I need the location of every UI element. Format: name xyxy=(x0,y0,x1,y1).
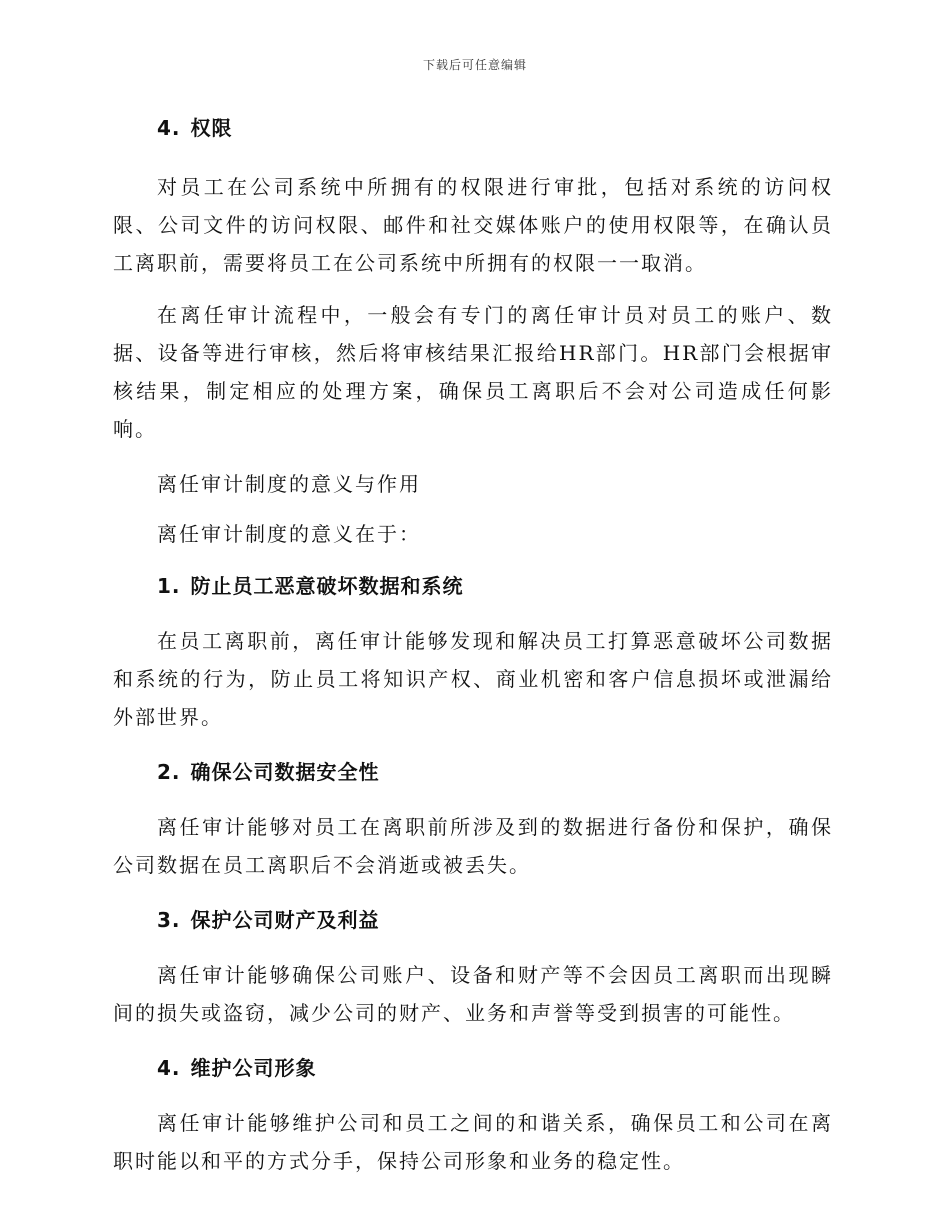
header-note: 下载后可任意编辑 xyxy=(422,58,527,72)
paragraph-item-4: 离任审计能够维护公司和员工之间的和谐关系，确保员工和公司在离职时能以和平的方式分手，保持公司形象和业务的稳定性。 xyxy=(113,1111,833,1173)
heading-permissions xyxy=(113,114,833,142)
intro-line: 离任审计制度的意义在于： xyxy=(157,522,421,546)
heading-text: 确保公司数据安全性 xyxy=(190,760,380,784)
paragraph-item-2: 离任审计能够对员工在离职前所涉及到的数据进行备份和保护，确保公司数据在员工离职后不会消逝或被丢失。 xyxy=(113,815,833,877)
paragraph-item-1: 在员工离职前，离任审计能够发现和解决员工打算恶意破坏公司数据和系统的行为，防止员工将知识产权、商业机密和客户信息损坏或泄漏给外部世界。 xyxy=(113,629,833,729)
heading-number: 3. xyxy=(157,908,181,932)
heading-number: 2. xyxy=(157,760,181,784)
heading-item-1 xyxy=(113,572,833,600)
heading-text: 维护公司形象 xyxy=(190,1056,317,1080)
paragraph-item-3: 离任审计能够确保公司账户、设备和财产等不会因员工离职而出现瞬间的损失或盗窃，减少公司的财产、业务和声誉等受到损害的可能性。 xyxy=(113,963,833,1025)
paragraph-permissions: 对员工在公司系统中所拥有的权限进行审批，包括对系统的访问权限、公司文件的访问权限、邮件和社交媒体账户的使用权限等，在确认员工离职前，需要将员工在公司系统中所拥有的权限一一取消。 xyxy=(113,175,833,275)
heading-number: 4. xyxy=(157,116,181,140)
heading-text: 权限 xyxy=(190,116,233,140)
heading-item-4 xyxy=(113,1054,833,1082)
heading-text: 防止员工恶意破坏数据和系统 xyxy=(190,574,464,598)
heading-number: 1. xyxy=(157,574,181,598)
heading-item-2 xyxy=(113,758,833,786)
heading-text: 保护公司财产及利益 xyxy=(190,908,380,932)
heading-item-3 xyxy=(113,906,833,934)
paragraph-audit-process: 在离任审计流程中，一般会有专门的离任审计员对员工的账户、数据、设备等进行审核，然后将审核结果汇报给HR部门。HR部门会根据审核结果，制定相应的处理方案，确保员工离职后不会对公司造成任何影响。 xyxy=(113,303,833,441)
heading-number: 4. xyxy=(157,1056,181,1080)
document-body xyxy=(113,112,833,1180)
section-title: 离任审计制度的意义与作用 xyxy=(157,472,421,496)
